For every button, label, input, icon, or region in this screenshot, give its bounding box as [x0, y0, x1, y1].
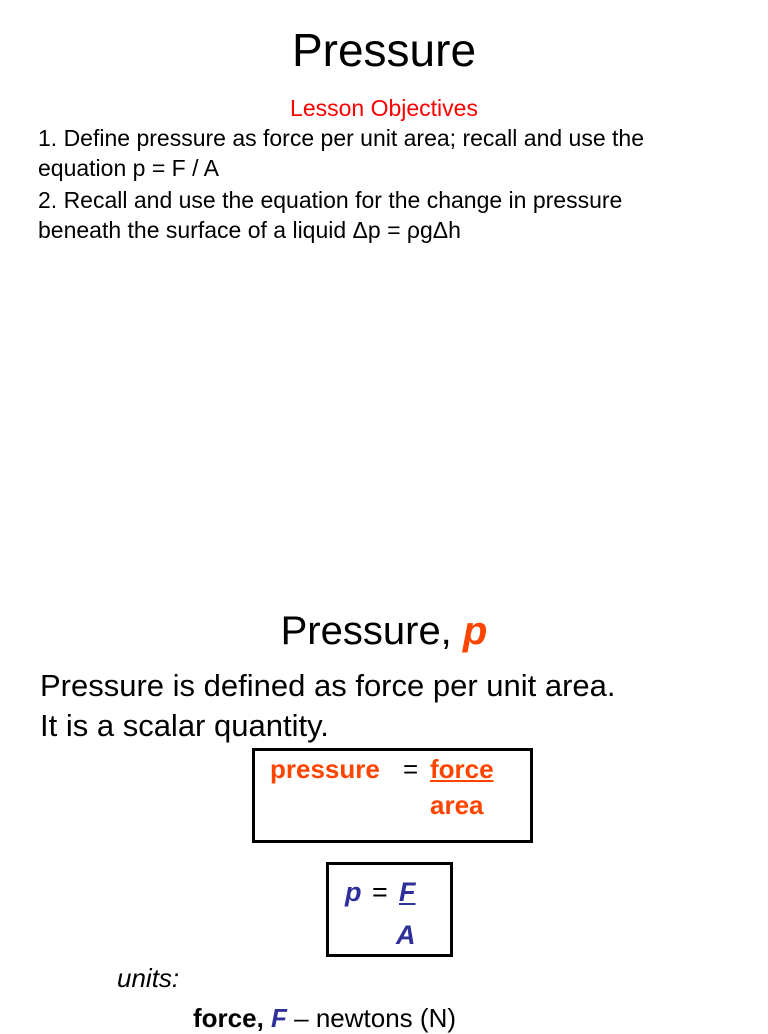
word-equation-lhs: pressure [270, 754, 380, 784]
units-force-quantity: force, [193, 1003, 264, 1033]
units-force-rest: – newtons (N) [286, 1003, 457, 1033]
slide1-title: Pressure [291, 24, 477, 76]
symbol-equation-denominator: A [396, 920, 416, 950]
symbol-equation-lhs: p [345, 877, 362, 907]
units-force-line [193, 1002, 456, 1034]
slide2-title-text: Pressure, [280, 609, 463, 653]
word-equation-denominator: area [430, 790, 484, 820]
symbol-equation-numerator: F [399, 877, 416, 907]
objective-2-line-1: 2. Recall and use the equation for the change in pressure [38, 187, 623, 213]
units-label: units: [117, 963, 180, 993]
objective-1-line-2: equation p = F / A [38, 155, 219, 181]
objective-1-line-1: 1. Define pressure as force per unit area; recall and use the [38, 125, 645, 151]
objective-1 [38, 123, 738, 183]
lesson-objectives-heading: Lesson Objectives [290, 95, 478, 121]
objective-2-line-2: beneath the surface of a liquid Δp = ρgΔh [38, 217, 461, 243]
word-equation-equals: = [403, 754, 419, 784]
slide2-title [0, 606, 768, 656]
slide2-title-symbol: p [462, 609, 488, 653]
word-equation-numerator: force [430, 754, 494, 784]
definition-line-2: It is a scalar quantity. [40, 708, 329, 743]
units-force-symbol: F [271, 1003, 287, 1033]
definition-line-1: Pressure is defined as force per unit area. [40, 668, 616, 703]
objective-2 [38, 185, 738, 245]
symbol-equation-equals: = [372, 877, 388, 907]
